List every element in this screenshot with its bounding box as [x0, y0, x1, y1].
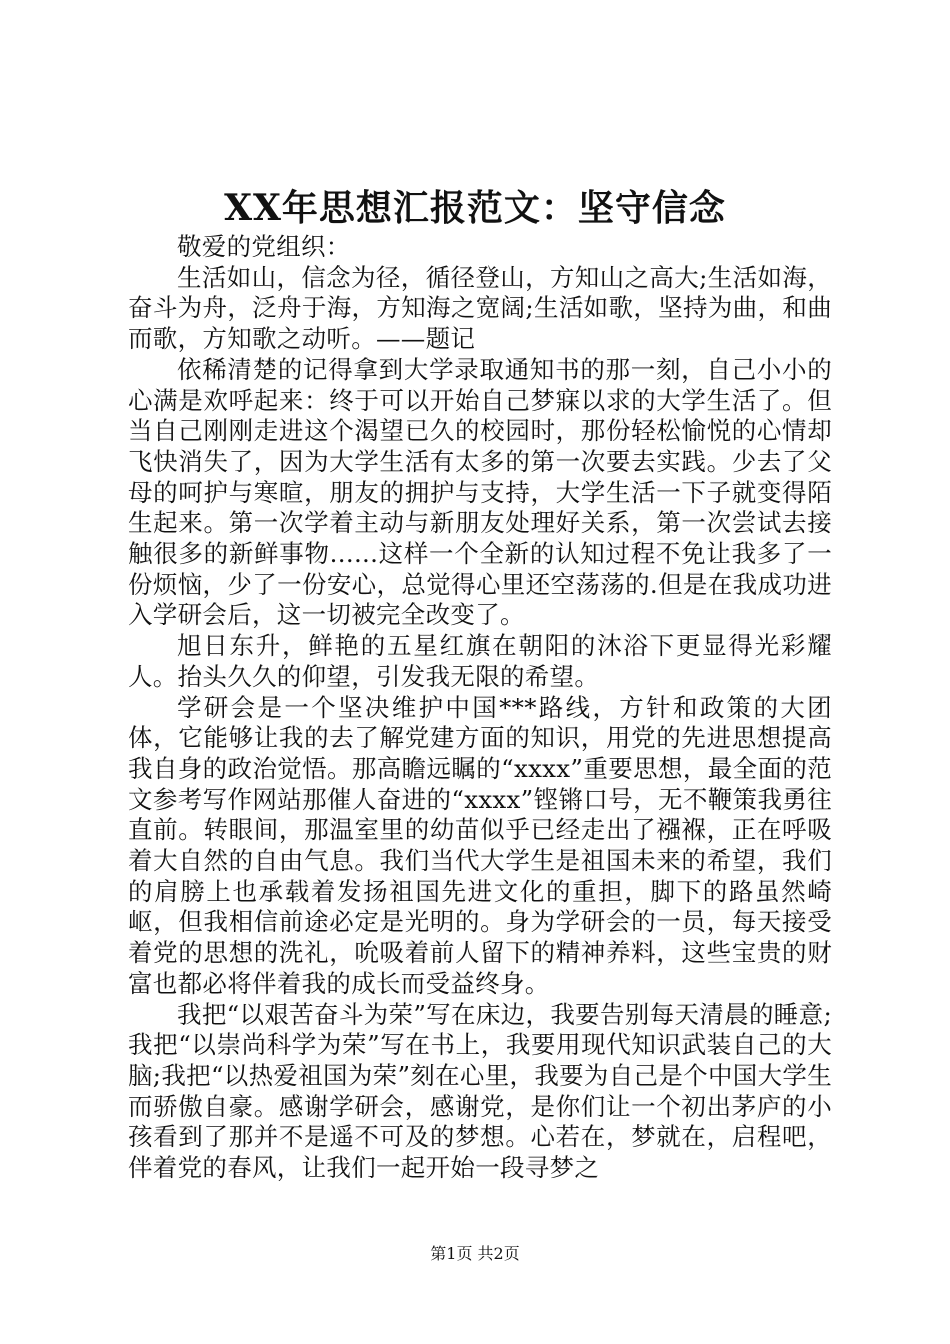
salutation: 敬爱的党组织：: [177, 232, 351, 261]
document-body: [128, 232, 832, 1184]
document-title: XX年思想汇报范文：坚守信念: [224, 187, 726, 229]
paragraph: 我把“以艰苦奋斗为荣”写在床边，我要告别每天清晨的睡意;我把“以崇尚科学为荣”写在书上，我要用现代知识武装自己的大脑;我把“以热爱祖国为荣”刻在心里，我要为自己是个中国大学生而骄傲自豪。感谢学研会，感谢党，是你们让一个初出茅庐的小孩看到了那并不是遥不可及的梦想。心若在，梦就在，启程吧，伴着党的春风，让我们一起开始一段寻梦之: [128, 999, 832, 1183]
page-footer: 第1页 共2页: [430, 1244, 520, 1263]
paragraph: 学研会是一个坚决维护中国***路线，方针和政策的大团体，它能够让我的去了解党建方面的知识，用党的先进思想提高我自身的政治觉悟。那高瞻远瞩的“xxxx”重要思想，最全面的范文参考写作网站那催人奋进的“xxxx”铿锵口号，无不鞭策我勇往直前。转眼间，那温室里的幼苗似乎已经走出了襁褓，正在呼吸着大自然的自由气息。我们当代大学生是祖国未来的希望，我们的肩膀上也承载着发扬祖国先进文化的重担，脚下的路虽然崎岖，但我相信前途必定是光明的。身为学研会的一员，每天接受着党的思想的洗礼，吮吸着前人留下的精神养料，这些宝贵的财富也都必将伴着我的成长而受益终身。: [128, 692, 832, 998]
paragraph: 旭日东升，鲜艳的五星红旗在朝阳的沐浴下更显得光彩耀人。抬头久久的仰望，引发我无限的希望。: [128, 631, 832, 691]
paragraph-epigraph: 生活如山，信念为径，循径登山，方知山之高大;生活如海，奋斗为舟，泛舟于海，方知海之宽阔;生活如歌，坚持为曲，和曲而歌，方知歌之动听。——题记: [128, 262, 832, 354]
paragraph: 依稀清楚的记得拿到大学录取通知书的那一刻，自己小小的心满是欢呼起来：终于可以开始自己梦寐以求的大学生活了。但当自己刚刚走进这个渴望已久的校园时，那份轻松愉悦的心情却飞快消失了，因为大学生活有太多的第一次要去实践。少去了父母的呵护与寒暄，朋友的拥护与支持，大学生活一下子就变得陌生起来。第一次学着主动与新朋友处理好关系，第一次尝试去接触很多的新鲜事物......这样一个全新的认知过程不免让我多了一份烦恼，少了一份安心，总觉得心里还空荡荡的.但是在我成功进入学研会后，这一切被完全改变了。: [128, 354, 832, 630]
